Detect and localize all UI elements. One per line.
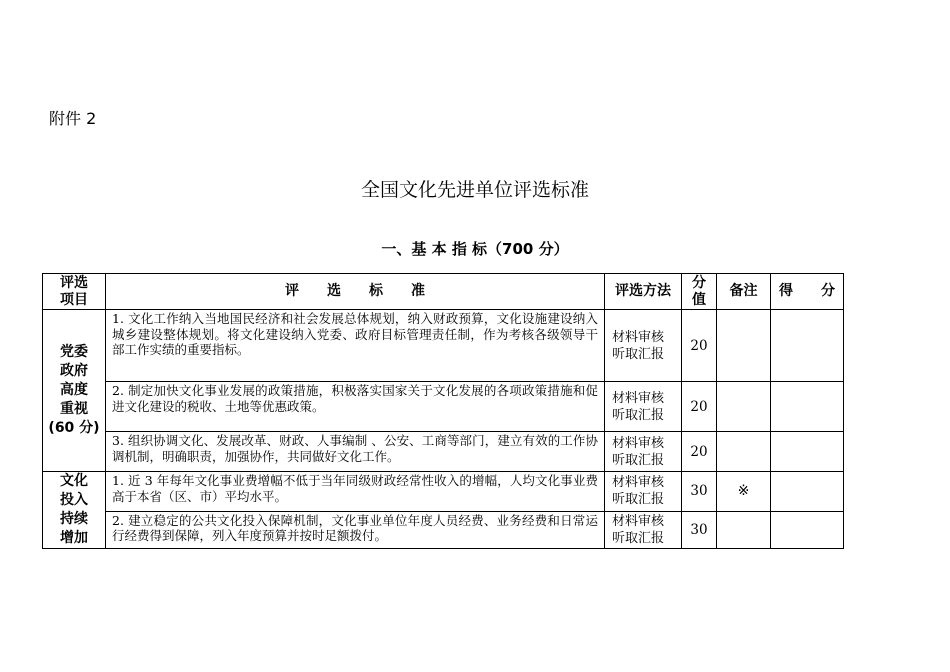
score-cell bbox=[771, 472, 844, 512]
points-cell: 30 bbox=[682, 511, 717, 548]
score-cell bbox=[771, 310, 844, 382]
method-cell bbox=[605, 432, 682, 472]
header-points-line1: 分 bbox=[692, 274, 706, 291]
method-line: 听取汇报 bbox=[612, 530, 665, 546]
header-criteria: 评 选 标 准 bbox=[106, 274, 605, 310]
criteria-cell: 1. 文化工作纳入当地国民经济和社会发展总体规划，纳入财政预算，文化设施建设纳入城乡建设整体规划。将文化建设纳入党委、政府目标管理责任制，作为考核各级领导干部工作实绩的重要指标。 bbox=[106, 310, 605, 382]
category-line: 持续 bbox=[60, 511, 88, 527]
method-line: 听取汇报 bbox=[612, 346, 665, 362]
score-cell bbox=[771, 432, 844, 472]
header-method: 评选方法 bbox=[605, 274, 682, 310]
criteria-cell: 3. 组织协调文化、发展改革、财政、人事编制 、公安、工商等部门，建立有效的工作协调机制，明确职责，加强协作，共同做好文化工作。 bbox=[106, 432, 605, 472]
method-line: 材料审核 bbox=[612, 329, 665, 345]
method-line: 听取汇报 bbox=[612, 492, 665, 508]
document-title: 全国文化先进单位评选标准 bbox=[360, 179, 589, 201]
category-line: 重视 bbox=[60, 401, 88, 417]
criteria-cell: 2. 制定加快文化事业发展的政策措施，积极落实国家关于文化发展的各项政策措施和促进文化建设的税收、土地等优惠政策。 bbox=[106, 382, 605, 432]
score-cell bbox=[771, 382, 844, 432]
criteria-table bbox=[42, 273, 844, 549]
header-category-line2: 项目 bbox=[60, 291, 88, 308]
criteria-cell: 2. 建立稳定的公共文化投入保障机制，文化事业单位年度人员经费、业务经费和日常运行经费得到保障，列入年度预算并按时足额拨付。 bbox=[106, 511, 605, 548]
category-line: 投入 bbox=[60, 492, 88, 508]
category-line: 增加 bbox=[60, 530, 88, 546]
note-cell bbox=[717, 382, 771, 432]
method-cell bbox=[605, 382, 682, 432]
header-category-line1: 评选 bbox=[60, 274, 88, 291]
header-score: 得 分 bbox=[771, 274, 844, 310]
note-cell: ※ bbox=[717, 472, 771, 512]
method-line: 听取汇报 bbox=[612, 452, 665, 468]
method-line: 听取汇报 bbox=[612, 407, 665, 423]
header-category bbox=[43, 274, 106, 310]
method-line: 材料审核 bbox=[612, 513, 665, 529]
method-line: 材料审核 bbox=[612, 475, 665, 491]
method-line: 材料审核 bbox=[612, 435, 665, 451]
category-cell-party-government bbox=[43, 310, 106, 472]
attachment-label: 附件 2 bbox=[49, 109, 97, 128]
category-cell-cultural-investment bbox=[43, 472, 106, 549]
points-cell: 30 bbox=[682, 472, 717, 512]
header-note: 备注 bbox=[717, 274, 771, 310]
note-cell bbox=[717, 310, 771, 382]
header-points bbox=[682, 274, 717, 310]
points-cell: 20 bbox=[682, 432, 717, 472]
table-row bbox=[43, 432, 844, 472]
table-header-row bbox=[43, 274, 844, 310]
header-points-line2: 值 bbox=[692, 291, 706, 308]
category-line: 政府 bbox=[60, 363, 88, 379]
table-row bbox=[43, 310, 844, 382]
method-cell bbox=[605, 511, 682, 548]
method-cell bbox=[605, 472, 682, 512]
category-line: 高度 bbox=[60, 382, 88, 398]
criteria-cell: 1. 近 3 年每年文化事业费增幅不低于当年同级财政经常性收入的增幅，人均文化事业费高于本省（区、市）平均水平。 bbox=[106, 472, 605, 512]
method-cell bbox=[605, 310, 682, 382]
section-subtitle: 一、基 本 指 标（700 分） bbox=[381, 240, 569, 258]
category-line: 文化 bbox=[60, 473, 88, 489]
table-row bbox=[43, 472, 844, 512]
table-row bbox=[43, 382, 844, 432]
category-line: 党委 bbox=[60, 344, 88, 360]
method-line: 材料审核 bbox=[612, 390, 665, 406]
score-cell bbox=[771, 511, 844, 548]
points-cell: 20 bbox=[682, 382, 717, 432]
points-cell: 20 bbox=[682, 310, 717, 382]
table-row bbox=[43, 511, 844, 548]
category-line: (60 分) bbox=[48, 420, 100, 436]
note-cell bbox=[717, 511, 771, 548]
note-cell bbox=[717, 432, 771, 472]
